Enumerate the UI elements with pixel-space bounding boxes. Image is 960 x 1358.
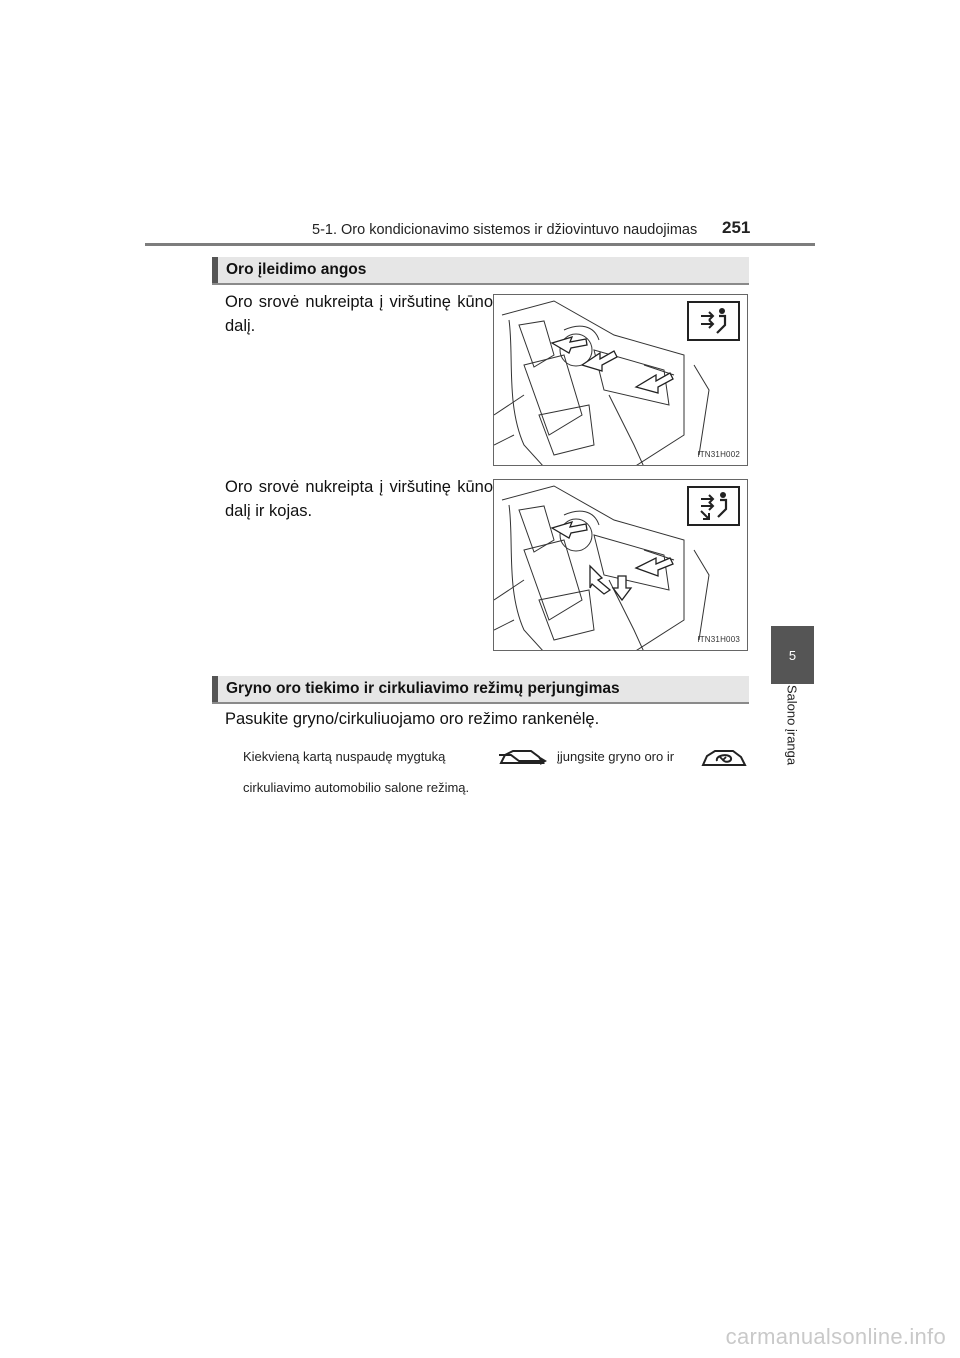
header-rule: [145, 243, 815, 246]
section2-text: Pasukite gryno/cirkuliuojamo oro režimo rankenėlę.: [225, 710, 600, 728]
figure-code: ITN31H002: [697, 450, 740, 459]
outside-air-car-icon: [497, 743, 547, 774]
section-heading-air-mode: [212, 676, 749, 704]
chapter-name: Salono įranga: [784, 684, 800, 766]
watermark: carmanualsonline.info: [725, 1324, 946, 1349]
section-heading-text: Oro įleidimo angos: [226, 261, 367, 278]
item1-text: Oro srovė nukreipta į viršutinę kūno dalį.: [225, 293, 493, 335]
bi-level-vent-icon: [687, 486, 740, 526]
figure-code: ITN31H003: [697, 635, 740, 644]
page-number: 251: [722, 218, 751, 237]
figure-bi-level-vent: [493, 479, 748, 651]
note-block: [243, 743, 753, 803]
recirculation-car-icon: [699, 743, 749, 774]
chapter-number: 5: [788, 647, 797, 663]
running-header-title: 5-1. Oro kondicionavimo sistemos ir džiovintuvo naudojimas: [312, 222, 698, 238]
face-vent-icon: [687, 301, 740, 341]
figure-face-vent: [493, 294, 748, 466]
chapter-tab: [771, 626, 814, 684]
item2-text: Oro srovė nukreipta į viršutinę kūno dalį ir kojas.: [225, 478, 493, 520]
note-part2: įjungsite gryno oro ir: [557, 749, 675, 764]
section-heading-text: Gryno oro tiekimo ir cirkuliavimo režimų perjungimas: [226, 680, 620, 697]
section-heading-air-outlets: [212, 257, 749, 285]
note-part1: Kiekvieną kartą nuspaudę mygtuką: [243, 749, 446, 764]
note-part3: cirkuliavimo automobilio salone režimą.: [243, 780, 470, 795]
